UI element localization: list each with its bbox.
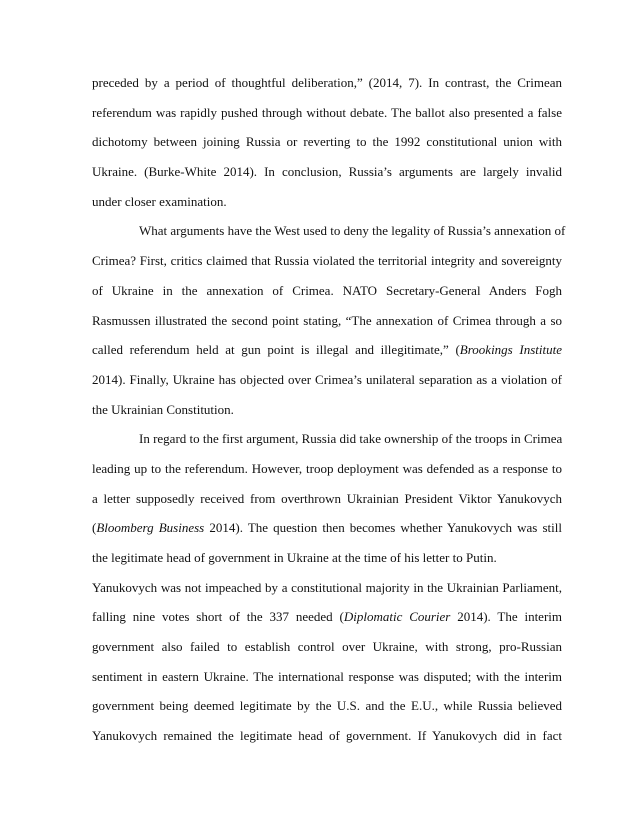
text-segment: called referendum held at gun point is illegal and illegitimate,” (: [92, 342, 460, 358]
text-line: [92, 365, 562, 395]
text-segment: Yanukovych remained the legitimate head of government. If Yanukovych did in fact: [92, 728, 562, 744]
text-segment: Ukraine. (Burke-White 2014). In conclusion, Russia’s arguments are largely invalid: [92, 164, 562, 180]
text-segment: of Ukraine in the annexation of Crimea. NATO Secretary-General Anders Fogh: [92, 282, 562, 298]
text-segment: What arguments have the West used to deny the legality of Russia’s annexation of: [139, 223, 566, 239]
text-line: [92, 276, 562, 306]
text-segment: government being deemed legitimate by the U.S. and the E.U., while Russia believed: [92, 698, 562, 714]
text-segment: 2014). Finally, Ukraine has objected over Crimea’s unilateral separation as a violation of: [92, 371, 562, 387]
text-segment: a letter supposedly received from overthrown Ukrainian President Viktor Yanukovych: [92, 490, 562, 506]
text-line: [92, 424, 562, 454]
text-line: [92, 246, 562, 276]
text-segment: Yanukovych was not impeached by a constitutional majority in the Ukrainian Parliament,: [92, 579, 562, 595]
text-segment: the Ukrainian Constitution.: [92, 401, 234, 417]
text-line: [92, 98, 562, 128]
text-line: [92, 157, 562, 187]
text-segment: 2014). The interim: [450, 609, 563, 625]
text-segment: referendum was rapidly pushed through without debate. The ballot also presented a false: [92, 104, 562, 120]
text-line: [92, 187, 562, 217]
text-line: [92, 127, 562, 157]
text-segment: preceded by a period of thoughtful deliberation,” (2014, 7). In contrast, the Crimean: [92, 75, 562, 90]
text-segment: (: [92, 520, 97, 536]
text-line: [92, 543, 562, 573]
text-segment: dichotomy between joining Russia or reverting to the 1992 constitutional union with: [92, 134, 562, 150]
text-segment: government also failed to establish control over Ukraine, with strong, pro-Russian: [92, 639, 562, 655]
text-segment: sentiment in eastern Ukraine. The international response was disputed; with the interim: [92, 668, 562, 684]
text-line: [92, 484, 562, 514]
text-line: [92, 335, 562, 365]
citation-title: Bloomberg Business: [96, 520, 205, 536]
text-segment: Rasmussen illustrated the second point stating, “The annexation of Crimea through a so: [92, 312, 562, 328]
text-line: [92, 68, 562, 98]
text-segment: In regard to the first argument, Russia did take ownership of the troops in Crimea: [139, 431, 563, 447]
text-segment: under closer examination.: [92, 193, 227, 209]
text-line: [92, 632, 562, 662]
text-line: [92, 513, 562, 543]
text-line: [92, 691, 562, 721]
citation-title: Brookings Institute: [459, 342, 562, 358]
text-segment: the legitimate head of government in Ukraine at the time of his letter to Putin.: [92, 550, 497, 565]
text-line: [92, 306, 562, 336]
text-segment: Crimea? First, critics claimed that Russia violated the territorial integrity and sovereignty: [92, 253, 562, 269]
text-line: [92, 721, 562, 751]
text-segment: 2014). The question then becomes whether Yanukovych was still: [204, 520, 562, 536]
text-segment: leading up to the referendum. However, troop deployment was defended as a response to: [92, 460, 562, 476]
text-segment: falling nine votes short of the 337 needed (: [92, 609, 344, 625]
text-line: [92, 662, 562, 692]
text-line: [92, 454, 562, 484]
text-line: [92, 216, 566, 246]
text-line: [92, 395, 562, 425]
text-line: [92, 602, 562, 632]
citation-title: Diplomatic Courier: [343, 609, 451, 625]
body-text: [92, 68, 566, 751]
text-line: [92, 573, 562, 603]
